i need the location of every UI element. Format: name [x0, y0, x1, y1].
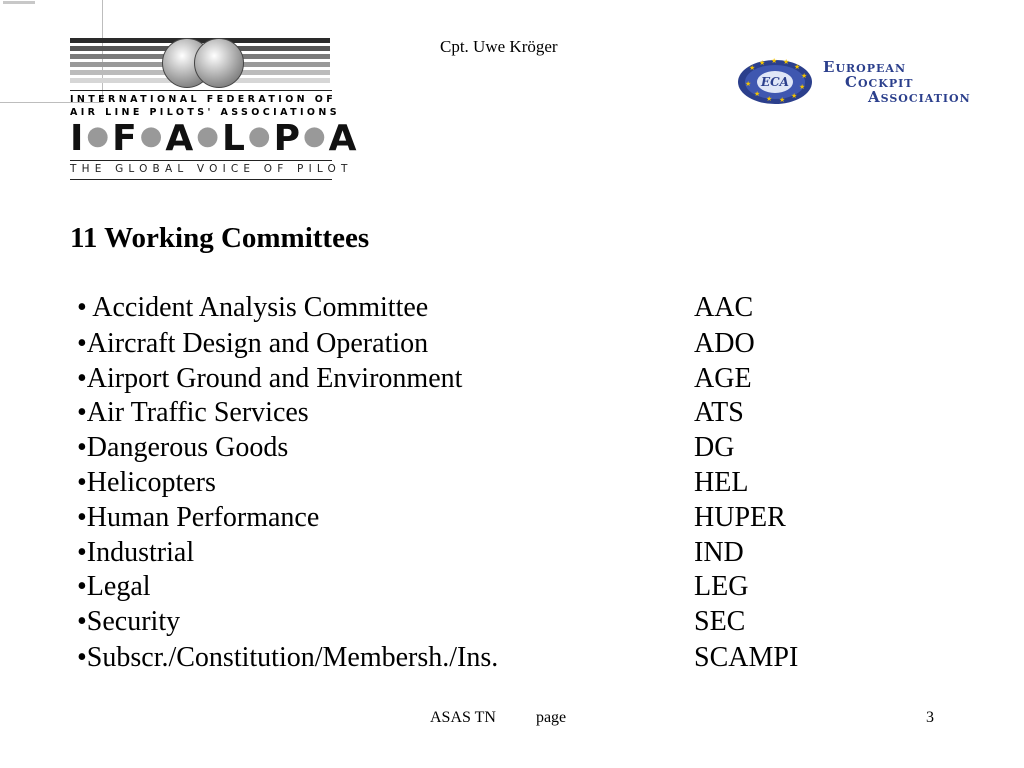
committee-abbr: LEG — [694, 571, 749, 602]
eca-word-european: EUROPEAN — [823, 58, 906, 76]
thumbnail-preview-mark — [3, 1, 35, 4]
ifalpa-letter: P — [273, 118, 300, 159]
footer-page-word: page — [535, 709, 567, 726]
ifalpa-line2: AIR LINE PILOTS' ASSOCIATIONS — [70, 107, 340, 118]
svg-text:★: ★ — [783, 58, 790, 66]
committee-abbr: ADO — [694, 328, 755, 359]
ifalpa-letter: F — [112, 118, 137, 159]
committee-name: •Security — [77, 606, 181, 637]
list-item — [77, 605, 746, 639]
list-item — [77, 291, 754, 325]
committee-name: •Air Traffic Services — [77, 397, 309, 428]
globe-icon — [194, 38, 244, 88]
ifalpa-letter: A — [165, 118, 194, 159]
footer-label — [430, 709, 566, 727]
list-item — [77, 641, 799, 675]
ifalpa-globe-band — [70, 36, 330, 88]
ifalpa-line1: INTERNATIONAL FEDERATION OF — [70, 94, 337, 105]
list-item — [77, 396, 744, 430]
svg-text:★: ★ — [745, 80, 752, 88]
committee-name: •Industrial — [77, 537, 195, 568]
ifalpa-letter: I — [70, 118, 84, 159]
page-title: 11 Working Committees — [70, 222, 370, 254]
ifalpa-letter: A — [328, 118, 357, 159]
committee-name: •Human Performance — [77, 502, 320, 533]
committee-name: •Helicopters — [77, 467, 216, 498]
ifalpa-letter: L — [221, 118, 245, 159]
eca-word-cockpit: COCKPIT — [845, 73, 914, 91]
page-number: 3 — [926, 709, 934, 726]
svg-text:★: ★ — [749, 64, 756, 72]
committee-abbr: IND — [694, 537, 744, 568]
committee-abbr: AGE — [694, 363, 752, 394]
ifalpa-acronym: I ●F ●A ●L ●P ●A — [70, 118, 357, 159]
list-item — [77, 570, 749, 604]
committee-abbr: HUPER — [694, 502, 786, 533]
list-item — [77, 466, 749, 500]
committee-name: •Subscr./Constitution/Membersh./Ins. — [77, 642, 499, 673]
eca-word-association: ASSOCIATION — [868, 88, 971, 106]
committee-abbr: ATS — [694, 397, 744, 428]
committee-name: •Legal — [77, 571, 151, 602]
svg-text:★: ★ — [766, 95, 773, 103]
list-item — [77, 431, 735, 465]
committee-abbr: AAC — [694, 292, 754, 323]
svg-text:★: ★ — [771, 57, 778, 65]
list-item — [77, 362, 752, 396]
svg-text:★: ★ — [754, 90, 761, 98]
svg-text:★: ★ — [779, 96, 786, 104]
list-item — [77, 501, 786, 535]
footer-left-text: ASAS TN — [430, 709, 496, 726]
svg-text:★: ★ — [791, 92, 798, 100]
committee-name: • Accident Analysis Committee — [77, 292, 429, 323]
committee-name: •Airport Ground and Environment — [77, 363, 463, 394]
eca-logo — [737, 52, 977, 112]
eca-emblem-text: ECA — [760, 75, 790, 89]
svg-text:★: ★ — [799, 83, 806, 91]
committee-name: •Aircraft Design and Operation — [77, 328, 429, 359]
list-item — [77, 536, 744, 570]
eca-emblem-icon — [737, 56, 819, 106]
list-item — [77, 327, 755, 361]
committee-abbr: HEL — [694, 467, 749, 498]
ifalpa-logo — [70, 36, 357, 184]
committee-abbr: DG — [694, 432, 735, 463]
header-author: Cpt. Uwe Kröger — [440, 37, 558, 56]
committee-name: •Dangerous Goods — [77, 432, 289, 463]
svg-text:★: ★ — [794, 63, 801, 71]
ifalpa-tagline: THE GLOBAL VOICE OF PILOT — [70, 163, 353, 175]
committee-abbr: SEC — [694, 606, 746, 637]
committee-abbr: SCAMPI — [694, 642, 799, 673]
svg-text:★: ★ — [801, 72, 808, 80]
svg-text:★: ★ — [759, 59, 766, 67]
